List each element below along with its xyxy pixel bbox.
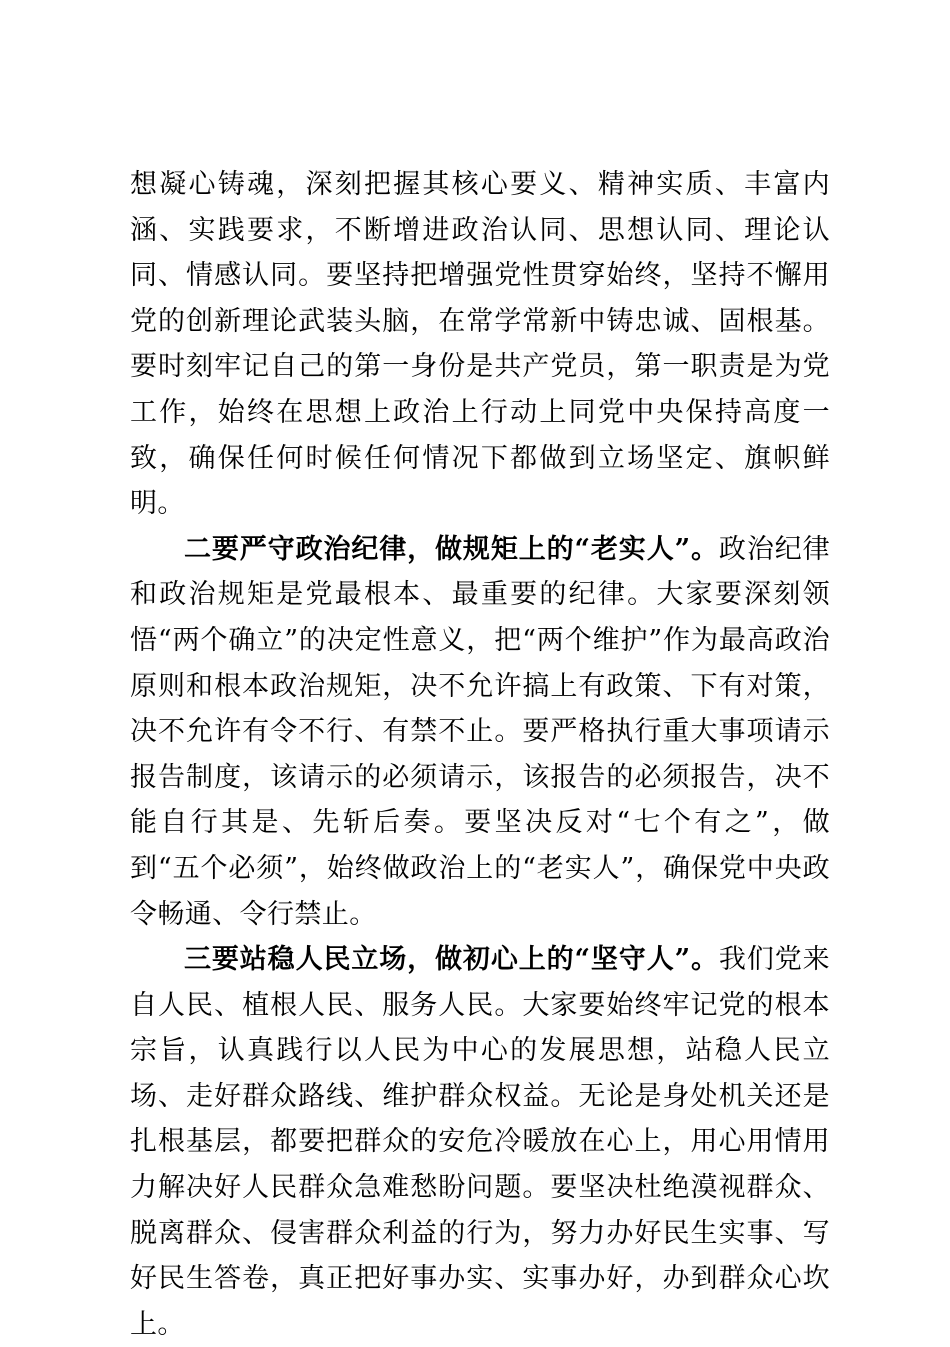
document-body <box>130 162 830 1347</box>
paragraph-continuation <box>130 162 830 527</box>
paragraph-heading: 三要站稳人民立场，做初心上的“坚守人”。 <box>184 944 719 976</box>
paragraph-body: 想凝心铸魂，深刻把握其核心要义、精神实质、丰富内涵、实践要求，不断增进政治认同、思想认同、理论认同、情感认同。要坚持把增强党性贯穿始终，坚持不懈用党的创新理论武装头脑，在常学常新中铸忠诚、固根基。要时刻牢记自己的第一身份是共产党员，第一职责是为党工作，始终在思想上政治上行动上同党中央保持高度一致，确保任何时候任何情况下都做到立场坚定、旗帜鲜明。 <box>130 169 830 520</box>
paragraph-people-stance <box>130 937 830 1347</box>
paragraph-body: 我们党来自人民、植根人民、服务人民。大家要始终牢记党的根本宗旨，认真践行以人民为中心的发展思想，站稳人民立场、走好群众路线、维护群众权益。无论是身处机关还是扎根基层，都要把群众的安危冷暖放在心上，用心用情用力解决好人民群众急难愁盼问题。要坚决杜绝漠视群众、脱离群众、侵害群众利益的行为，努力办好民生实事、写好民生答卷，真正把好事办实、实事办好，办到群众心坎上。 <box>130 944 830 1340</box>
paragraph-heading: 二要严守政治纪律，做规矩上的“老实人”。 <box>184 533 719 565</box>
paragraph-political-discipline <box>130 527 830 937</box>
paragraph-body: 政治纪律和政治规矩是党最根本、最重要的纪律。大家要深刻领悟“两个确立”的决定性意义，把“两个维护”作为最高政治原则和根本政治规矩，决不允许搞上有政策、下有对策，决不允许有令不行、有禁不止。要严格执行重大事项请示报告制度，该请示的必须请示，该报告的必须报告，决不能自行其是、先斩后奏。要坚决反对“七个有之”，做到“五个必须”，始终做政治上的“老实人”，确保党中央政令畅通、令行禁止。 <box>130 533 830 930</box>
